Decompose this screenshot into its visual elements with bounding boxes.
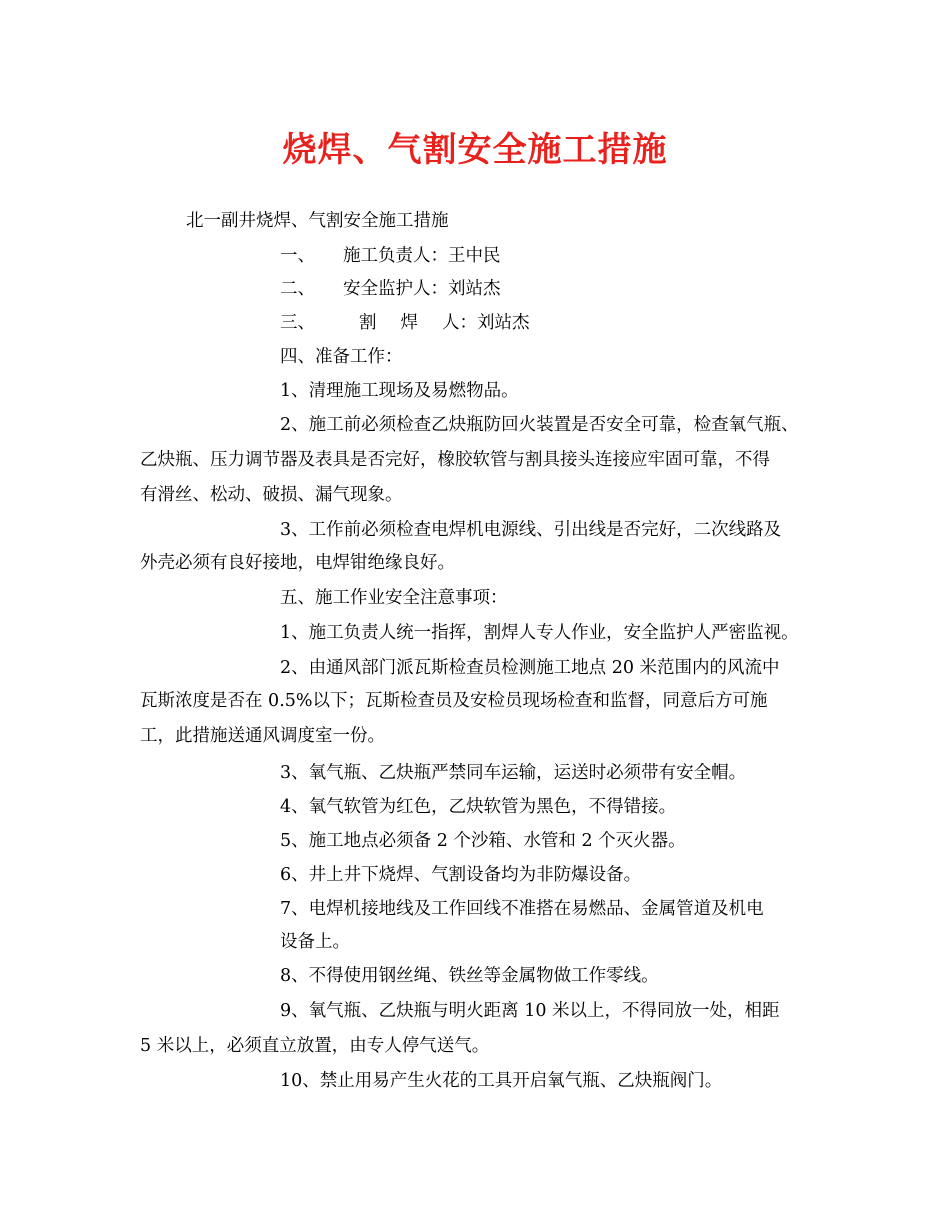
section-5-item-6: 6、井上井下烧焊、气割设备均为非防爆设备。 [280, 865, 642, 885]
section-5-item-8: 8、不得使用钢丝绳、铁丝等金属物做工作零线。 [280, 966, 659, 986]
section-5-item-2-line-3: 工，此措施送通风调度室一份。 [140, 726, 385, 746]
role-line-1 [280, 243, 501, 269]
role-1-text: 施工负责人：王中民 [343, 246, 501, 266]
section-4-item-2-line-2: 乙炔瓶、压力调节器及表具是否完好，橡胶软管与割具接头连接应牢固可靠，不得 [140, 450, 770, 470]
section-5-item-2-line-1: 2、由通风部门派瓦斯检查员检测施工地点 20 米范围内的风流中 [280, 658, 780, 678]
section-4-item-3-line-2: 外壳必须有良好接地，电焊钳绝缘良好。 [140, 553, 455, 573]
role-line-3 [280, 310, 530, 336]
section-5-item-7-line-1: 7、电焊机接地线及工作回线不准搭在易燃品、金属管道及机电 [280, 899, 764, 919]
section-5-item-3: 3、氧气瓶、乙炔瓶严禁同车运输，运送时必须带有安全帽。 [280, 763, 747, 783]
role-3-char-1: 割 [359, 313, 377, 333]
section-5-item-10: 10、禁止用易产生火花的工具开启氧气瓶、乙炔瓶阀门。 [280, 1071, 723, 1091]
section-5-heading: 五、施工作业安全注意事项： [280, 588, 508, 608]
role-2-text: 安全监护人：刘站杰 [343, 279, 501, 299]
document-title: 烧焊、气割安全施工措施 [282, 130, 668, 170]
section-5-item-7-line-2: 设备上。 [280, 932, 350, 952]
role-3-char-2: 焊 [400, 313, 418, 333]
section-4-item-3-line-1: 3、工作前必须检查电焊机电源线、引出线是否完好，二次线路及 [280, 520, 782, 540]
role-line-2 [280, 276, 501, 302]
section-5-item-9-line-1: 9、氧气瓶、乙炔瓶与明火距离 10 米以上，不得同放一处，相距 [280, 1001, 780, 1021]
section-5-item-9-line-2: 5 米以上，必须直立放置，由专人停气送气。 [140, 1036, 490, 1056]
role-1-number: 一、 [280, 246, 315, 266]
section-5-item-2-line-2: 瓦斯浓度是否在 0.5%以下；瓦斯检查员及安检员现场检查和监督，同意后方可施 [140, 691, 768, 711]
section-5-item-5: 5、施工地点必须备 2 个沙箱、水管和 2 个灭火器。 [280, 831, 686, 851]
section-5-item-1: 1、施工负责人统一指挥，割焊人专人作业，安全监护人严密监视。 [280, 623, 799, 643]
role-2-number: 二、 [280, 279, 315, 299]
section-4-item-2-line-1: 2、施工前必须检查乙炔瓶防回火装置是否安全可靠，检查氧气瓶、 [280, 415, 799, 435]
document-subtitle: 北一副井烧焊、气割安全施工措施 [186, 211, 449, 231]
section-4-heading: 四、准备工作： [280, 347, 403, 367]
section-5-item-4: 4、氧气软管为红色，乙炔软管为黑色，不得错接。 [280, 797, 677, 817]
role-3-number: 三、 [280, 313, 315, 333]
section-4-item-1: 1、清理施工现场及易燃物品。 [280, 381, 519, 401]
section-4-item-2-line-3: 有滑丝、松动、破损、漏气现象。 [140, 485, 403, 505]
role-3-text: 人：刘站杰 [442, 313, 530, 333]
